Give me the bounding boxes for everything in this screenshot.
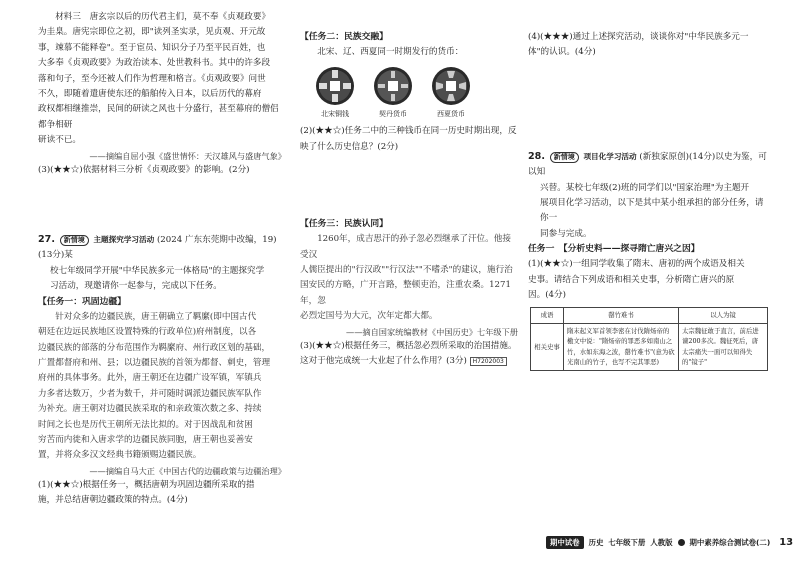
question-27-2-cont: 映了什么历史信息？(2分) (300, 141, 399, 152)
task-one-title: 【任务一：巩固边疆】 (38, 296, 126, 307)
footer-grade: 七年级下册 (608, 538, 646, 547)
footer-dot-icon (678, 539, 685, 546)
activity-type-tag: 主题探究学习活动 (93, 235, 155, 245)
question-28-intro (528, 181, 768, 243)
text-line: 时间之长也是历代王朝所无法比拟的。对于因战乱和贫困 (38, 419, 253, 430)
text-line: 广置都督府和州、县；以边疆民族的首领为都督、刺史，管理 (38, 357, 271, 368)
coin-images (312, 66, 518, 120)
question-28-header (528, 149, 768, 181)
text-line: 为圭臬。唐宪宗即位之初，即"读列圣实录，见贞观、开元故 (38, 27, 266, 38)
question-28-1: (1)(★★☆)一组同学收集了隋末、唐初的两个成语及相关 (528, 259, 745, 270)
table-header: 成语 (531, 308, 564, 324)
new-context-tag: 新情境 (550, 152, 579, 163)
coin-song (312, 66, 358, 120)
question-28-number: 28. (528, 150, 545, 162)
footer-edition: 人教版 (650, 538, 673, 547)
idiom-table (530, 307, 768, 371)
text-line: 校七年级同学开展"中华民族多元一体格局"的主题探究学 (50, 265, 265, 276)
text-line: 国安民的方略，广开言路，整顿吏治，注重农桑。1271年，忽 (300, 280, 511, 306)
question-27-number: 27. (38, 234, 55, 246)
footer-exam-label: 期中试卷 (546, 536, 584, 549)
table-header: 罄竹难书 (564, 308, 679, 324)
text-line: 事，竦慕不能释卷"。至于宦员、知识分子乃至平民百姓，也 (38, 42, 266, 53)
material-three-source: ——摘编自屈小强《盛世情怀：天汉雄风与盛唐气象》 (89, 150, 286, 161)
text-line: 兴替。某校七年级(2)班的同学们以"国家治理"为主题开 (540, 182, 750, 193)
task-one-source: ——摘编自马大正《中国古代的边疆政策与边疆治理》 (89, 465, 286, 476)
table-row-head: 相关史事 (531, 323, 564, 370)
question-28-1-cont2: 因。(4分) (528, 290, 566, 301)
task-three-title: 【任务三：民族认同】 (300, 219, 388, 230)
text-line: 人儒臣提出的"行汉政""行汉法""不嗜杀"的建议，施行治 (300, 265, 513, 276)
text-line: 研读不已。 (38, 135, 81, 146)
task-three-source: ——摘自国家统编教材《中国历史》七年级下册 (346, 326, 518, 337)
footer-subject: 历史 (588, 538, 604, 547)
question-code: H7202003 (470, 357, 507, 366)
text-line: 边疆民族的部落的分布范围作为羁縻府、州行政区划的基础， (38, 342, 271, 353)
coin-khitan (370, 66, 416, 120)
question-27-3-text: 这对于他完成统一大业起了什么作用？(3分) (300, 356, 467, 367)
text-line: 落和句子，至今还被人们作为哲理和格言。《贞观政要》问世 (38, 73, 266, 84)
text-line: 政权都相继推崇，民间的研读之风也十分盛行，甚至幕府的僧侣都争相研 (38, 104, 279, 130)
footer-test-name: 期中素养综合测试卷(二) (689, 538, 771, 547)
coin-caption: 西夏货币 (437, 110, 465, 119)
question-27-4: (4)(★★★)通过上述探究活动，谈谈你对"中华民族多元一 (528, 32, 749, 42)
coin-caption: 北宋铜钱 (321, 110, 349, 119)
table-header-row (531, 308, 768, 324)
task-two-title: 【任务二：民族交融】 (300, 32, 388, 42)
task-one-heading: 任务一 【分析史料——探寻隋亡唐兴之因】 (528, 244, 700, 255)
text-line: 府州的具体事务。此外，唐王朝还在边疆广设军镇，军镇兵 (38, 373, 262, 384)
page-number: 13 (779, 537, 794, 548)
song-coin-icon (315, 66, 355, 106)
question-27-1: (1)(★★☆)根据任务一，概括唐朝为巩固边疆所采取的措 (38, 479, 255, 490)
table-row (531, 323, 768, 370)
page-footer (546, 536, 793, 549)
left-column (38, 10, 286, 509)
text-line: 朝廷在边远民族地区设置特殊的行政单位)府州制度，以各 (38, 327, 257, 338)
task-two-intro: 北宋、辽、西夏同一时期发行的货币： (317, 47, 464, 57)
text-line: 不久，即随着遣唐使东还的船舶传入日本，以后历代的幕府 (38, 89, 262, 100)
table-cell: 隋末起义军首领李密在讨伐隋炀帝的檄文中说："隋炀帝的罪恶多如南山之竹，水如东海之波，罄竹难书"(意为砍光南山的竹子，也写不完其罪恶) (564, 323, 679, 370)
question-27-intro (38, 264, 286, 295)
new-context-tag: 新情境 (60, 235, 89, 246)
text-line: 穷苦而内徙和入唐求学的边疆民族同胞，唐王朝也妥善安 (38, 434, 253, 445)
table-header: 以人为镜 (679, 308, 768, 324)
question-28-head: (新独家原创)(14分)以史为鉴，可以知 (528, 151, 767, 178)
khitan-coin-icon (373, 66, 413, 106)
text-line: 置，并将众多汉文经典书籍颁赐边疆民族。 (38, 450, 202, 461)
text-line: 大多奉《贞观政要》为政治读本、处世教科书。其中的许多段 (38, 58, 271, 69)
coin-xixia (428, 66, 474, 120)
question-27-3: (3)(★★☆)根据任务三，概括忽必烈所采取的治国措施。 (300, 340, 517, 351)
text-line: 力多者达数万，少者为数千，并可随时调派边疆民族军队作 (38, 388, 262, 399)
question-27-1-cont: 施，并总结唐朝边疆政策的特点。(4分) (38, 495, 188, 506)
text-line: 同参与完成。 (540, 228, 592, 239)
xixia-coin-icon (431, 66, 471, 106)
question-27-header (38, 232, 286, 264)
text-line: 1260年，成吉思汗的孙子忽必烈继承了汗位。他接受汉 (300, 234, 511, 260)
text-line: 必烈定国号为大元，次年定都大都。 (300, 311, 438, 322)
text-line: 习活动，现邀请你一起参与，完成以下任务。 (50, 281, 222, 292)
question-28-1-cont: 史事。请结合下列成语和相关史事，分析隋亡唐兴的原 (528, 274, 735, 285)
text-line: 为补充。唐王朝对边疆民族采取的和亲政策次数之多、持续 (38, 404, 262, 415)
material-three (38, 10, 286, 149)
text-line: 展项目化学习活动，以下是其中某小组承担的部分任务，请你一 (540, 198, 764, 224)
coin-caption: 契丹货币 (379, 110, 407, 119)
task-three-material (300, 232, 518, 324)
question-27-3-cont (300, 354, 518, 369)
question-27-head: (2024 广东东莞期中改编，19)(13分)某 (38, 235, 277, 261)
task-one-material (38, 310, 286, 464)
text-line: 材料三 唐玄宗以后的历代君主们，莫不奉《贞观政要》 (55, 12, 271, 22)
question-27-4-cont: 体"的认识。(4分) (528, 47, 596, 58)
right-column (528, 30, 768, 371)
question-26-3: (3)(★★☆)依据材料三分析《贞观政要》的影响。(2分) (38, 164, 250, 175)
text-line: 针对众多的边疆民族，唐王朝确立了羁縻(即中国古代 (55, 311, 257, 322)
middle-column (300, 30, 518, 369)
activity-type-tag: 项目化学习活动 (583, 151, 637, 161)
question-27-2: (2)(★★☆)任务二中的三种钱币在同一历史时期出现，反 (300, 126, 517, 137)
table-cell: 太宗魏征敢于直言，前后进谏200多次。魏征死后，唐太宗痛失一面可以知得失的"镜子" (679, 323, 768, 370)
